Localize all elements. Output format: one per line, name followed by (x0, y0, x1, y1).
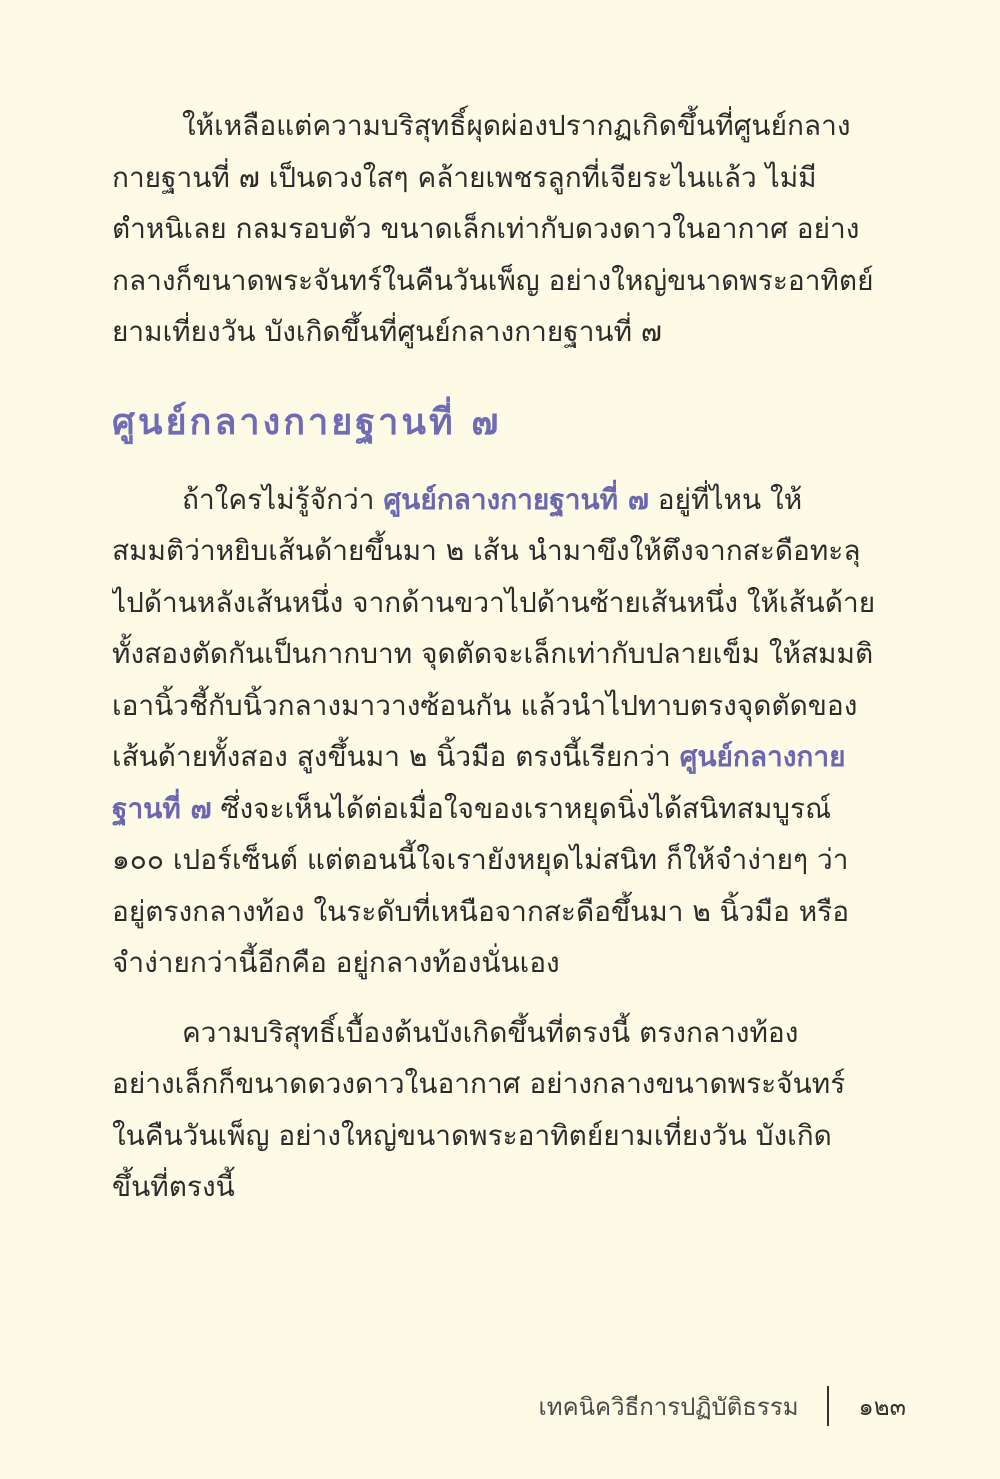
section-heading: ศูนย์กลางกายฐานที่ ๗ (112, 401, 502, 443)
highlight-term: ฐานที่ ๗ (112, 791, 212, 825)
paragraph-line: ทั้งสองตัดกันเป็นกากบาท จุดตัดจะเล็กเท่ากับปลายเข็ม ให้สมมติ (112, 637, 874, 670)
paragraph-line: ในคืนวันเพ็ญ อย่างใหญ่ขนาดพระอาทิตย์ยามเที่ยงวัน บังเกิด (112, 1118, 832, 1152)
text-run: ถ้าใครไม่รู้จักว่า (182, 482, 384, 516)
text-run: ซึ่งจะเห็นได้ต่อเมื่อใจของเราหยุดนิ่งได้สนิทสมบูรณ์ (211, 791, 832, 825)
paragraph-line: ขึ้นที่ตรงนี้ (112, 1170, 235, 1203)
paragraph-line: ไปด้านหลังเส้นหนึ่ง จากด้านขวาไปด้านซ้ายเส้นหนึ่ง ให้เส้นด้าย (112, 585, 876, 619)
paragraph-line: ให้เหลือแต่ความบริสุทธิ์ผุดผ่องปรากฏเกิดขึ้นที่ศูนย์กลาง (182, 109, 851, 142)
paragraph-line: ความบริสุทธิ์เบื้องต้นบังเกิดขึ้นที่ตรงนี้ ตรงกลางท้อง (182, 1015, 799, 1049)
paragraph-line: สมมติว่าหยิบเส้นด้ายขึ้นมา ๒ เส้น นำมาขึงให้ตึงจากสะดือทะลุ (112, 534, 861, 567)
paragraph-line: ๑๐๐ เปอร์เซ็นต์ แต่ตอนนี้ใจเรายังหยุดไม่สนิท ก็ให้จำง่ายๆ ว่า (112, 843, 849, 876)
paragraph-line: กายฐานที่ ๗ เป็นดวงใสๆ คล้ายเพชรลูกที่เจียระไนแล้ว ไม่มี (112, 160, 817, 194)
paragraph-line: อย่างเล็กก็ขนาดดวงดาวในอากาศ อย่างกลางขนาดพระจันทร์ (112, 1067, 846, 1100)
paragraph-line: กลางก็ขนาดพระจันทร์ในคืนวันเพ็ญ อย่างใหญ่ขนาดพระอาทิตย์ (112, 263, 874, 297)
highlight-term: ศูนย์กลางกาย (679, 740, 846, 773)
book-title: เทคนิควิธีการปฏิบัติธรรม (538, 1392, 799, 1421)
page-body (112, 100, 887, 1231)
paragraph-3 (112, 1007, 887, 1213)
paragraph-line (112, 783, 887, 835)
paragraph-line: ตำหนิเลย กลมรอบตัว ขนาดเล็กเท่ากับดวงดาวในอากาศ อย่าง (112, 212, 860, 245)
text-run: เส้นด้ายทั้งสอง สูงขึ้นมา ๒ นิ้วมือ ตรงนี้เรียกว่า (112, 740, 680, 773)
paragraph-1 (112, 100, 887, 358)
footer-divider (827, 1386, 829, 1426)
page-footer (539, 1384, 906, 1428)
paragraph-line: เอานิ้วชี้กับนิ้วกลางมาวางซ้อนกัน แล้วนำไปทาบตรงจุดตัดของ (112, 688, 858, 722)
paragraph-2 (112, 474, 887, 989)
paragraph-line (112, 731, 887, 783)
paragraph-line: อยู่ตรงกลางท้อง ในระดับที่เหนือจากสะดือขึ้นมา ๒ นิ้วมือ หรือ (112, 894, 850, 928)
highlight-term: ศูนย์กลางกายฐานที่ ๗ (383, 482, 649, 516)
text-run: อยู่ที่ไหน ให้ (648, 482, 803, 516)
page-number: ๑๒๓ (858, 1392, 906, 1421)
paragraph-line: ยามเที่ยงวัน บังเกิดขึ้นที่ศูนย์กลางกายฐานที่ ๗ (112, 315, 662, 348)
paragraph-line: จำง่ายกว่านี้อีกคือ อยู่กลางท้องนั่นเอง (112, 946, 560, 979)
paragraph-line (112, 474, 887, 526)
